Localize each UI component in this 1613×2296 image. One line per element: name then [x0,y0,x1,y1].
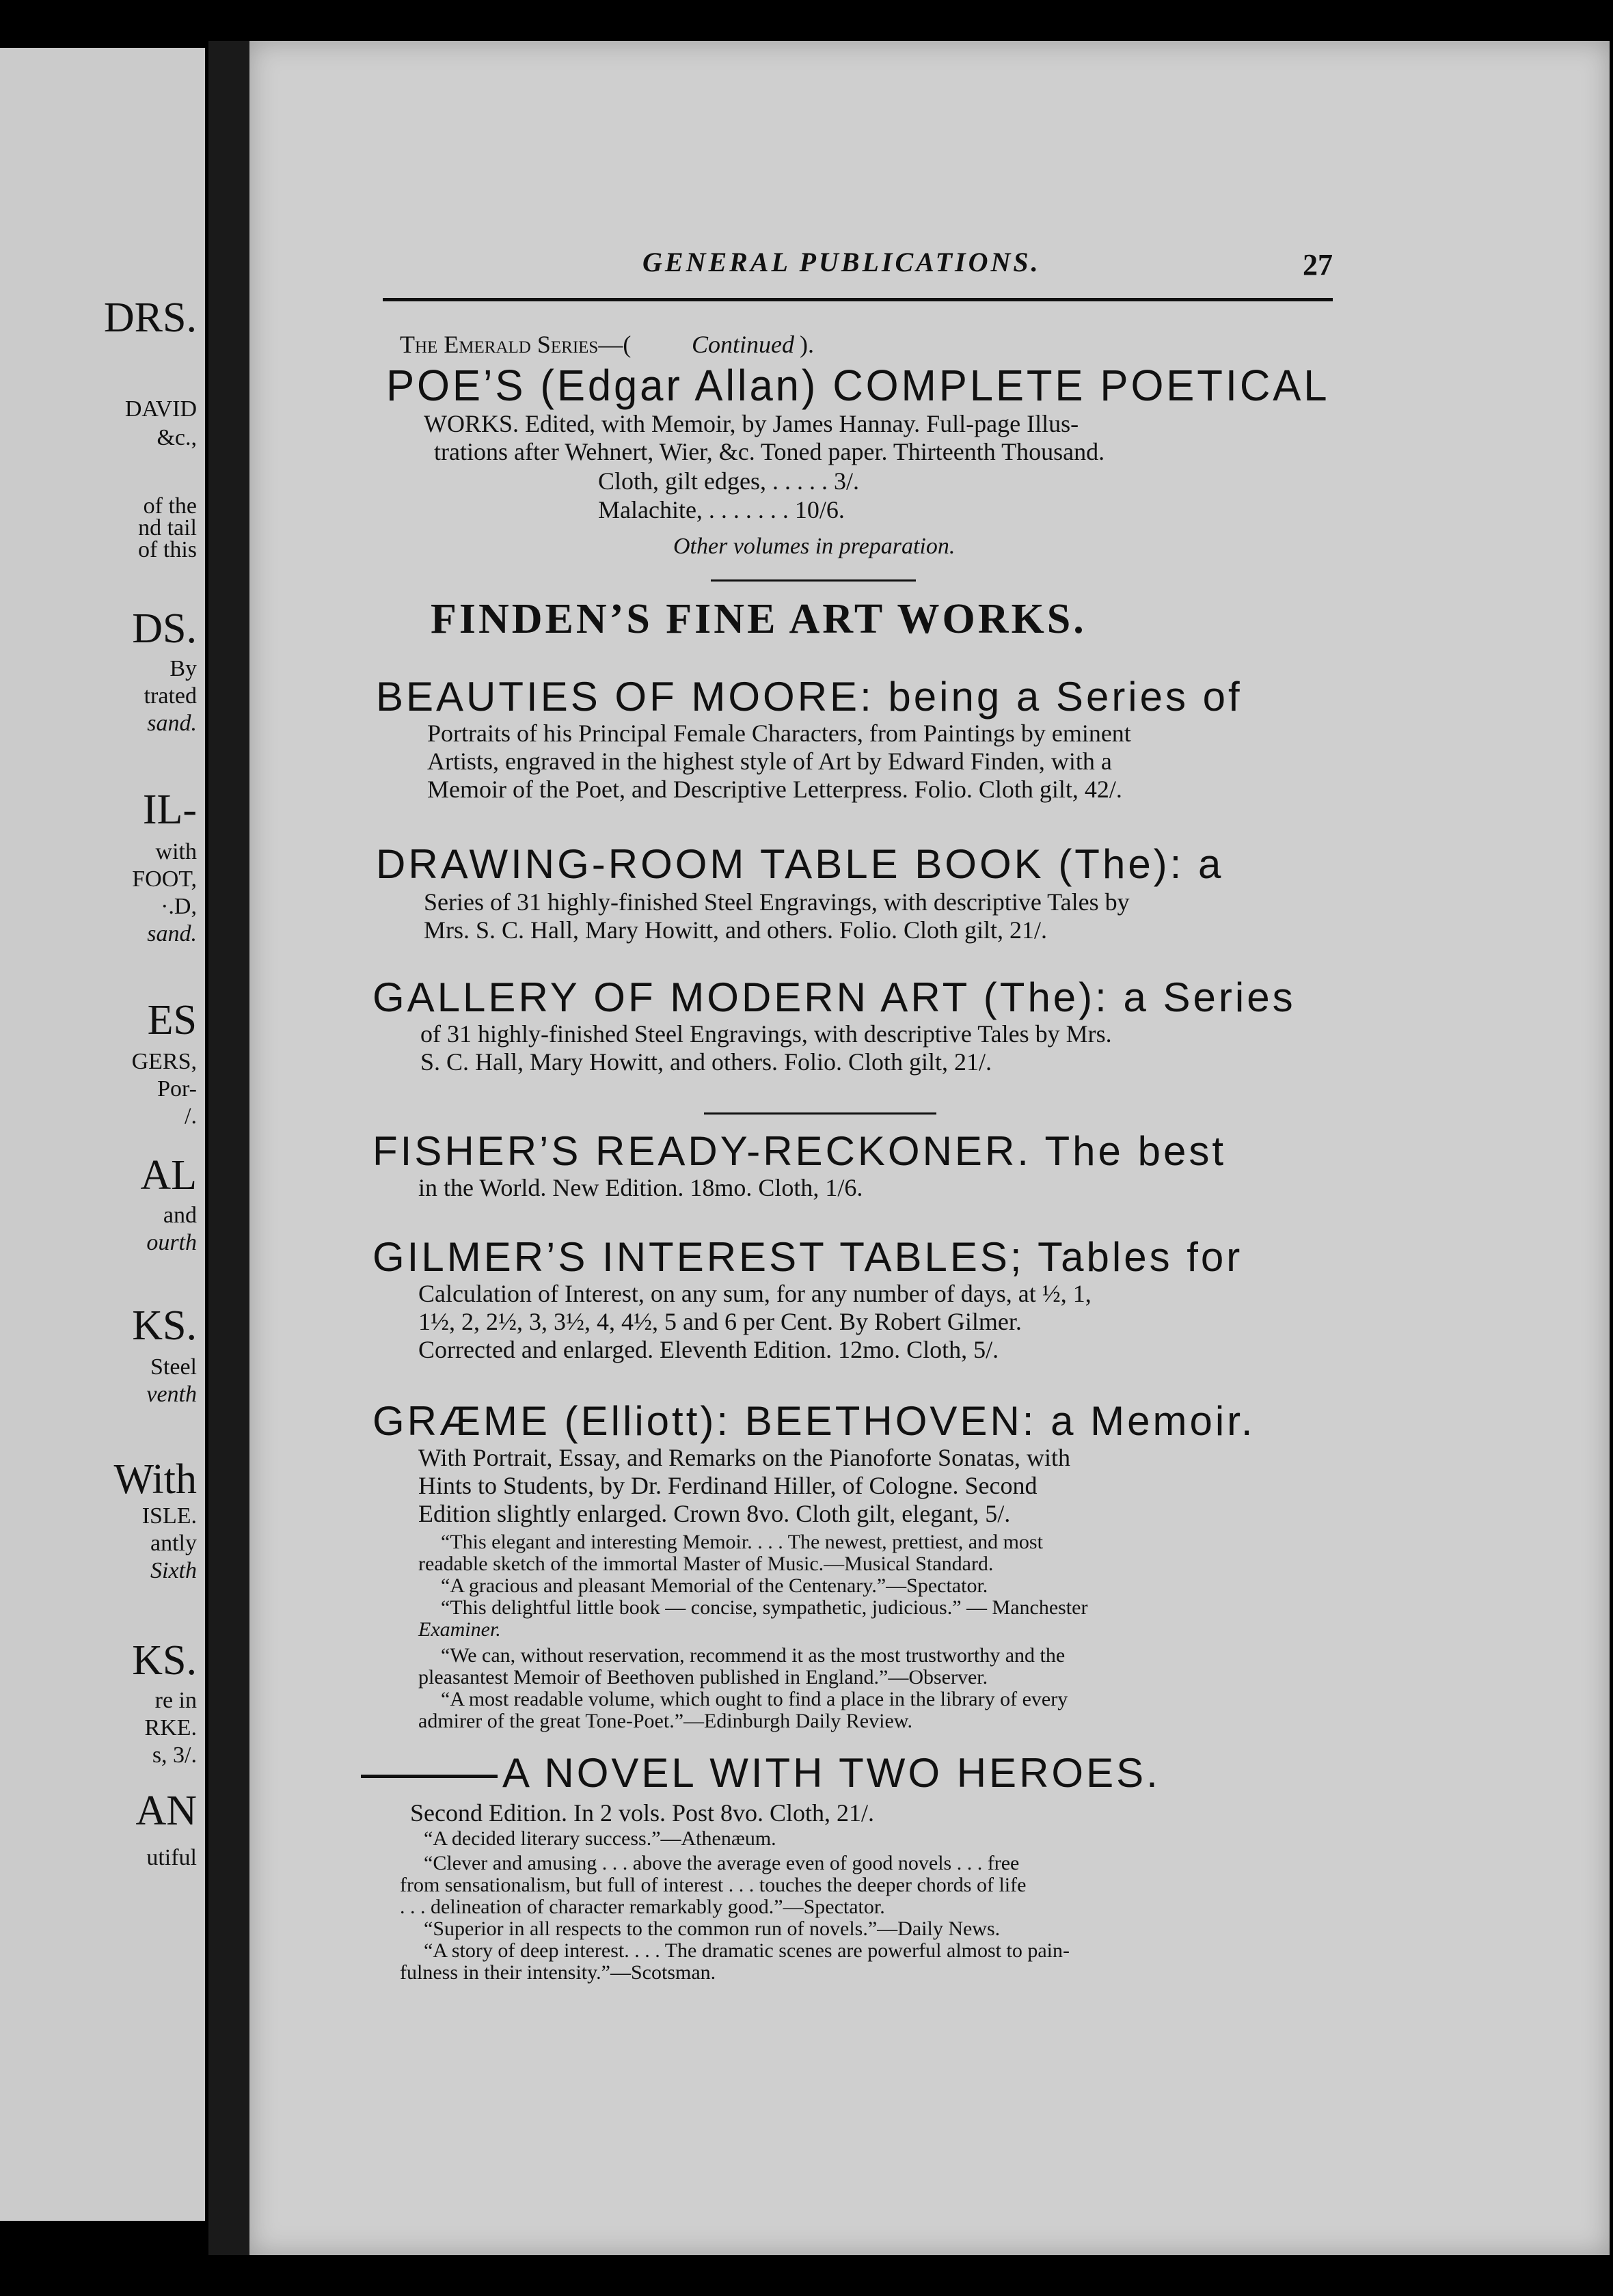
facing-page-text: IL- [142,787,197,833]
text-line: Edition slightly enlarged. Crown 8vo. Cloth gilt, elegant, 5/. [418,1500,1011,1527]
facing-page-text: FOOT, [132,866,197,892]
text-line: from sensationalism, but full of interest . . . touches the deeper chords of life [400,1874,1027,1896]
facing-page-text: Por- [157,1076,197,1102]
text-line: FINDEN’S FINE ART WORKS. [431,596,1087,642]
text-line: GILMER’S INTEREST TABLES; Tables for [372,1234,1243,1280]
facing-page-fragment [0,48,205,2221]
facing-page-text: trated [144,683,197,709]
text-line: pleasantest Memoir of Beethoven published in England.”—Observer. [418,1666,988,1689]
facing-page-text: ISLE. [141,1503,197,1529]
text-line: “A story of deep interest. . . . The dramatic scenes are powerful almost to pain- [424,1939,1070,1962]
text-line: “A decided literary success.”—Athenæum. [424,1827,776,1850]
text-line: in the World. New Edition. 18mo. Cloth, 1/6. [418,1174,863,1201]
page-header [383,241,1333,288]
facing-page-text: AN [135,1788,197,1834]
text-line: Other volumes in preparation. [673,534,955,559]
facing-page-text: ·.D, [161,894,197,919]
facing-page-text: Steel [150,1354,197,1380]
text-line: Hints to Students, by Dr. Ferdinand Hiller, of Cologne. Second [418,1472,1038,1499]
facing-page-text: venth [146,1382,197,1407]
text-line: trations after Wehnert, Wier, &c. Toned paper. Thirteenth Thousand. [434,438,1105,465]
facing-page-text: re in [154,1688,197,1713]
text-line: “Clever and amusing . . . above the average even of good novels . . . free [424,1852,1020,1874]
facing-page-text: Sixth [150,1558,197,1583]
text-line: 1½, 2, 2½, 3, 3½, 4, 4½, 5 and 6 per Cent. By Robert Gilmer. [418,1308,1022,1335]
text-line: admirer of the great Tone-Poet.”—Edinburgh Daily Review. [418,1710,912,1732]
text-line: Mrs. S. C. Hall, Mary Howitt, and others. Folio. Cloth gilt, 21/. [424,916,1048,944]
text-line: A NOVEL WITH TWO HEROES. [502,1750,1161,1796]
text-line: Cloth, gilt edges, . . . . . 3/. [598,467,859,495]
facing-page-text: ourth [146,1230,197,1255]
facing-page-text: sand. [147,711,197,736]
text-line: Continued [692,331,794,358]
facing-page-text: RKE. [144,1715,197,1740]
facing-page-text: &c., [157,425,197,450]
text-line: GALLERY OF MODERN ART (The): a Series [372,974,1296,1020]
text-line: Series of 31 highly-finished Steel Engravings, with descriptive Tales by [424,888,1130,916]
facing-page-text: s, 3/. [152,1742,197,1768]
text-line: fulness in their intensity.”—Scotsman. [400,1961,716,1984]
facing-page-text: sand. [147,921,197,946]
text-line: Artists, engraved in the highest style of Art by Edward Finden, with a [427,748,1112,775]
facing-page-text: GERS, [131,1049,197,1074]
text-line: “Superior in all respects to the common run of novels.”—Daily News. [424,1917,1001,1940]
text-line: “A most readable volume, which ought to find a place in the library of every [441,1688,1068,1710]
section-rule [704,1112,936,1115]
facing-page-text: KS. [132,1637,197,1684]
text-line: Second Edition. In 2 vols. Post 8vo. Cloth, 21/. [410,1799,875,1827]
facing-page-text: DAVID [124,396,197,422]
section-rule [711,579,916,582]
text-line: “This delightful little book — concise, sympathetic, judicious.” — Manchester [441,1596,1088,1619]
text-line: readable sketch of the immortal Master of Music.—Musical Standard. [418,1553,994,1575]
facing-page-text: nd tail [138,515,197,541]
text-line: Portraits of his Principal Female Characters, from Paintings by eminent [427,720,1131,747]
text-line: POE’S (Edgar Allan) COMPLETE POETICAL [386,361,1330,410]
text-line: Memoir of the Poet, and Descriptive Letterpress. Folio. Cloth gilt, 42/. [427,776,1122,803]
facing-page-text: AL [140,1152,197,1199]
text-line: . . . delineation of character remarkably good.”—Spectator. [400,1896,885,1918]
facing-page-text: ES [147,997,197,1043]
text-line: WORKS. Edited, with Memoir, by James Hannay. Full-page Illus- [424,410,1079,437]
facing-page-text: utiful [146,1845,197,1870]
facing-page-text: with [155,839,197,864]
facing-page-text: KS. [132,1302,197,1349]
text-line: “This elegant and interesting Memoir. . . . The newest, prettiest, and most [441,1531,1043,1553]
text-line: Malachite, . . . . . . . 10/6. [598,496,845,523]
text-line: BEAUTIES OF MOORE: being a Series of [376,674,1243,720]
facing-page-text: By [170,656,197,681]
facing-page-text: DRS. [103,295,197,341]
text-line: DRAWING-ROOM TABLE BOOK (The): a [376,841,1224,887]
facing-page-text: antly [150,1531,197,1556]
text-line: “We can, without reservation, recommend it as the most trustworthy and the [441,1644,1066,1667]
text-line: Examiner. [418,1618,501,1641]
text-line: S. C. Hall, Mary Howitt, and others. Folio. Cloth gilt, 21/. [420,1048,992,1076]
facing-page-text: DS. [132,605,197,652]
facing-page-text: of the [143,493,197,519]
running-head: GENERAL PUBLICATIONS. [642,247,1041,277]
text-line: With Portrait, Essay, and Remarks on the Pianoforte Sonatas, with [418,1444,1071,1471]
text-line: ). [800,331,814,358]
facing-page-text: of this [138,537,197,562]
book-gutter [208,41,249,2255]
text-line: “A gracious and pleasant Memorial of the Centenary.”—Spectator. [441,1574,988,1597]
text-line: The Emerald Series—( [400,331,632,358]
text-line: of 31 highly-finished Steel Engravings, with descriptive Tales by Mrs. [420,1020,1112,1048]
facing-page-text: /. [185,1104,197,1129]
header-rule [383,298,1333,301]
page-number: 27 [1303,248,1333,282]
text-line: GRÆME (Elliott): BEETHOVEN: a Memoir. [372,1398,1256,1444]
text-line: Corrected and enlarged. Eleventh Edition. 12mo. Cloth, 5/. [418,1336,999,1363]
text-line: FISHER’S READY-RECKONER. The best [372,1128,1227,1174]
em-dash-rule [361,1775,498,1778]
facing-page-text: and [163,1203,197,1228]
text-line: Calculation of Interest, on any sum, for any number of days, at ½, 1, [418,1280,1092,1307]
facing-page-text: With [113,1456,197,1503]
